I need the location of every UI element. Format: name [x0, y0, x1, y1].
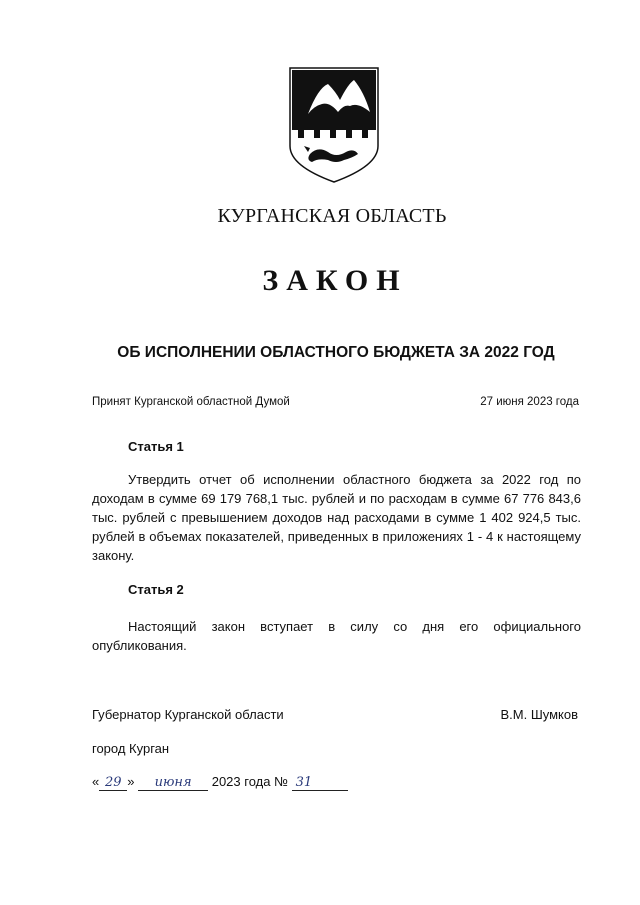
handwritten-month: июня: [138, 776, 208, 791]
open-quote: «: [92, 774, 100, 789]
article-1-text: Утвердить отчет об исполнении областного бюджета за 2022 год по доходам в сумме 69 179 768,1 тыс. рублей и по расходам в сумме 67 776 843,6 тыс. рублей с превышением доходов над расходами в сумме 1 402 924,5 тыс. рублей в объемах показателей, приведенных в приложениях 1 - 4 к настоящему закону.: [92, 472, 581, 563]
document-type-heading: ЗАКОН: [262, 264, 408, 297]
law-title: ОБ ИСПОЛНЕНИИ ОБЛАСТНОГО БЮДЖЕТА ЗА 2022 ГОД: [117, 344, 555, 361]
signing-date-line: [92, 774, 348, 791]
article-2-heading: Статья 2: [128, 582, 184, 597]
signatory-position: Губернатор Курганской области: [92, 707, 284, 722]
adopted-by: Принят Курганской областной Думой: [92, 396, 290, 408]
year-and-number-label: 2023 года №: [211, 774, 289, 789]
close-quote: »: [127, 774, 135, 789]
article-2-text: Настоящий закон вступает в силу со дня его официального опубликования.: [92, 619, 581, 653]
handwritten-law-number: 31: [292, 776, 348, 791]
handwritten-day: 29: [99, 776, 127, 791]
signatory-name: В.М. Шумков: [500, 707, 578, 722]
adoption-date: 27 июня 2023 года: [480, 396, 579, 408]
place-of-signing: город Курган: [92, 741, 170, 756]
coat-of-arms-icon: [288, 66, 380, 184]
article-1-heading: Статья 1: [128, 439, 184, 454]
region-heading: КУРГАНСКАЯ ОБЛАСТЬ: [217, 205, 447, 227]
